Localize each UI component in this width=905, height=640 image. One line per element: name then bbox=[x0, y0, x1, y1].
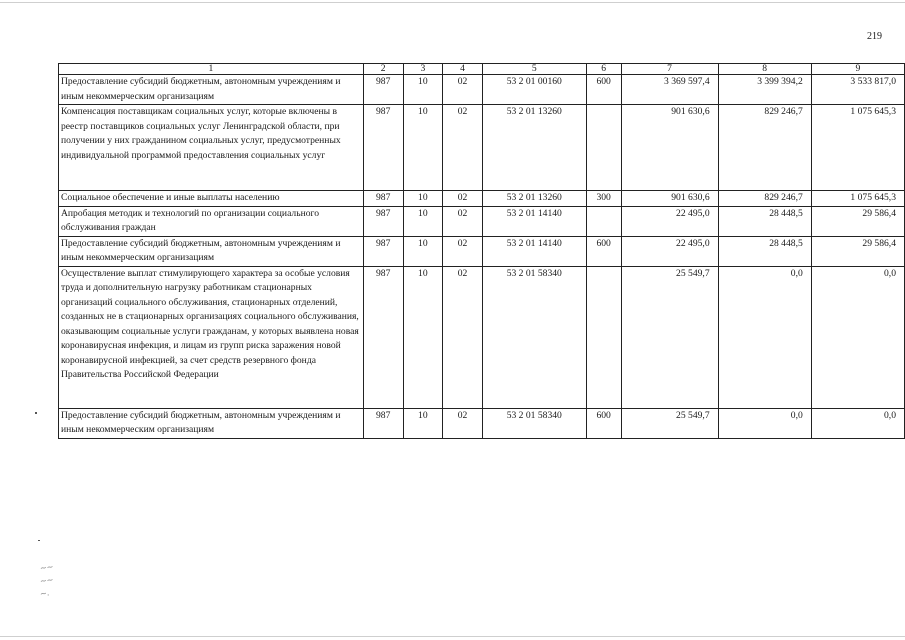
cell-ministry: 987 bbox=[363, 236, 403, 266]
cell-value-8: 3 399 394,2 bbox=[718, 75, 811, 105]
cell-target: 53 2 01 13260 bbox=[482, 105, 586, 191]
table-row bbox=[59, 236, 905, 266]
cell-value-8: 829 246,7 bbox=[718, 191, 811, 207]
cell-value-7: 3 369 597,4 bbox=[621, 75, 718, 105]
cell-subsection: 02 bbox=[443, 408, 483, 438]
table-row bbox=[59, 266, 905, 408]
cell-value-8: 28 448,5 bbox=[718, 206, 811, 236]
cell-subsection: 02 bbox=[443, 266, 483, 408]
cell-value-7: 25 549,7 bbox=[621, 266, 718, 408]
cell-value-7: 901 630,6 bbox=[621, 191, 718, 207]
cell-ministry: 987 bbox=[363, 105, 403, 191]
table-row bbox=[59, 408, 905, 438]
header-cell: 1 bbox=[59, 64, 364, 75]
cell-expense-type bbox=[586, 266, 621, 408]
row-name: Предоставление субсидий бюджетным, автономным учреждениям и иным некоммерческим организациям bbox=[59, 75, 364, 105]
table-row bbox=[59, 191, 905, 207]
cell-value-9: 3 533 817,0 bbox=[811, 75, 904, 105]
cell-value-7: 22 495,0 bbox=[621, 206, 718, 236]
cell-ministry: 987 bbox=[363, 75, 403, 105]
cell-value-7: 25 549,7 bbox=[621, 408, 718, 438]
cell-value-9: 1 075 645,3 bbox=[811, 105, 904, 191]
row-name: Компенсация поставщикам социальных услуг, которые включены в реестр поставщиков социальных услуг Ленинградской области, при получении у них гражданином социальных услуг, предусмотренных индивидуальной программой предоставления социальных услуг bbox=[59, 105, 364, 191]
header-cell: 3 bbox=[403, 64, 443, 75]
table-row bbox=[59, 206, 905, 236]
cell-value-8: 829 246,7 bbox=[718, 105, 811, 191]
margin-mark: ~~ bbox=[39, 575, 54, 586]
cell-subsection: 02 bbox=[443, 191, 483, 207]
cell-expense-type bbox=[586, 206, 621, 236]
cell-expense-type bbox=[586, 105, 621, 191]
cell-section: 10 bbox=[403, 266, 443, 408]
margin-mark: ~. bbox=[39, 588, 50, 599]
row-name: Апробация методик и технологий по организации социального обслуживания граждан bbox=[59, 206, 364, 236]
budget-table bbox=[58, 63, 905, 439]
page-number: 219 bbox=[867, 31, 882, 42]
row-name: Осуществление выплат стимулирующего характера за особые условия труда и дополнительную нагрузку работникам стационарных организаций социального обслуживания, стационарных отделений, созданных не в стационарных организациях социального обслуживания, оказывающим социальные услуги гражданам, у которых выявлена новая коронавирусная инфекция, и лицам из групп риска заражения новой коронавирусной инфекцией, за счет средств резервного фонда Правительства Российской Федерации bbox=[59, 266, 364, 408]
cell-subsection: 02 bbox=[443, 206, 483, 236]
cell-expense-type: 600 bbox=[586, 236, 621, 266]
cell-ministry: 987 bbox=[363, 191, 403, 207]
scan-edge-bottom bbox=[0, 636, 905, 637]
row-name: Социальное обеспечение и иные выплаты населению bbox=[59, 191, 364, 207]
cell-section: 10 bbox=[403, 206, 443, 236]
cell-subsection: 02 bbox=[443, 105, 483, 191]
cell-value-9: 1 075 645,3 bbox=[811, 191, 904, 207]
cell-value-7: 901 630,6 bbox=[621, 105, 718, 191]
cell-subsection: 02 bbox=[443, 75, 483, 105]
header-cell: 8 bbox=[718, 64, 811, 75]
header-cell: 5 bbox=[482, 64, 586, 75]
cell-value-9: 0,0 bbox=[811, 266, 904, 408]
cell-target: 53 2 01 14140 bbox=[482, 236, 586, 266]
table-row bbox=[59, 75, 905, 105]
cell-value-7: 22 495,0 bbox=[621, 236, 718, 266]
cell-section: 10 bbox=[403, 408, 443, 438]
cell-subsection: 02 bbox=[443, 236, 483, 266]
header-cell: 4 bbox=[443, 64, 483, 75]
cell-value-9: 29 586,4 bbox=[811, 206, 904, 236]
cell-target: 53 2 01 00160 bbox=[482, 75, 586, 105]
header-cell: 2 bbox=[363, 64, 403, 75]
header-cell: 6 bbox=[586, 64, 621, 75]
scan-edge-top bbox=[0, 2, 905, 3]
cell-expense-type: 600 bbox=[586, 408, 621, 438]
cell-section: 10 bbox=[403, 75, 443, 105]
header-cell: 9 bbox=[811, 64, 904, 75]
cell-value-8: 28 448,5 bbox=[718, 236, 811, 266]
cell-ministry: 987 bbox=[363, 206, 403, 236]
table-header-row bbox=[59, 64, 905, 75]
cell-value-8: 0,0 bbox=[718, 408, 811, 438]
cell-ministry: 987 bbox=[363, 408, 403, 438]
cell-value-9: 29 586,4 bbox=[811, 236, 904, 266]
margin-mark: ~~ bbox=[39, 562, 54, 573]
scan-speck bbox=[38, 540, 40, 541]
row-name: Предоставление субсидий бюджетным, автономным учреждениям и иным некоммерческим организациям bbox=[59, 236, 364, 266]
cell-section: 10 bbox=[403, 105, 443, 191]
cell-target: 53 2 01 13260 bbox=[482, 191, 586, 207]
cell-section: 10 bbox=[403, 236, 443, 266]
cell-target: 53 2 01 14140 bbox=[482, 206, 586, 236]
cell-expense-type: 300 bbox=[586, 191, 621, 207]
cell-ministry: 987 bbox=[363, 266, 403, 408]
cell-value-9: 0,0 bbox=[811, 408, 904, 438]
cell-target: 53 2 01 58340 bbox=[482, 408, 586, 438]
row-name: Предоставление субсидий бюджетным, автономным учреждениям и иным некоммерческим организациям bbox=[59, 408, 364, 438]
table-row bbox=[59, 105, 905, 191]
cell-expense-type: 600 bbox=[586, 75, 621, 105]
cell-target: 53 2 01 58340 bbox=[482, 266, 586, 408]
scan-speck bbox=[35, 412, 37, 414]
cell-section: 10 bbox=[403, 191, 443, 207]
cell-value-8: 0,0 bbox=[718, 266, 811, 408]
header-cell: 7 bbox=[621, 64, 718, 75]
